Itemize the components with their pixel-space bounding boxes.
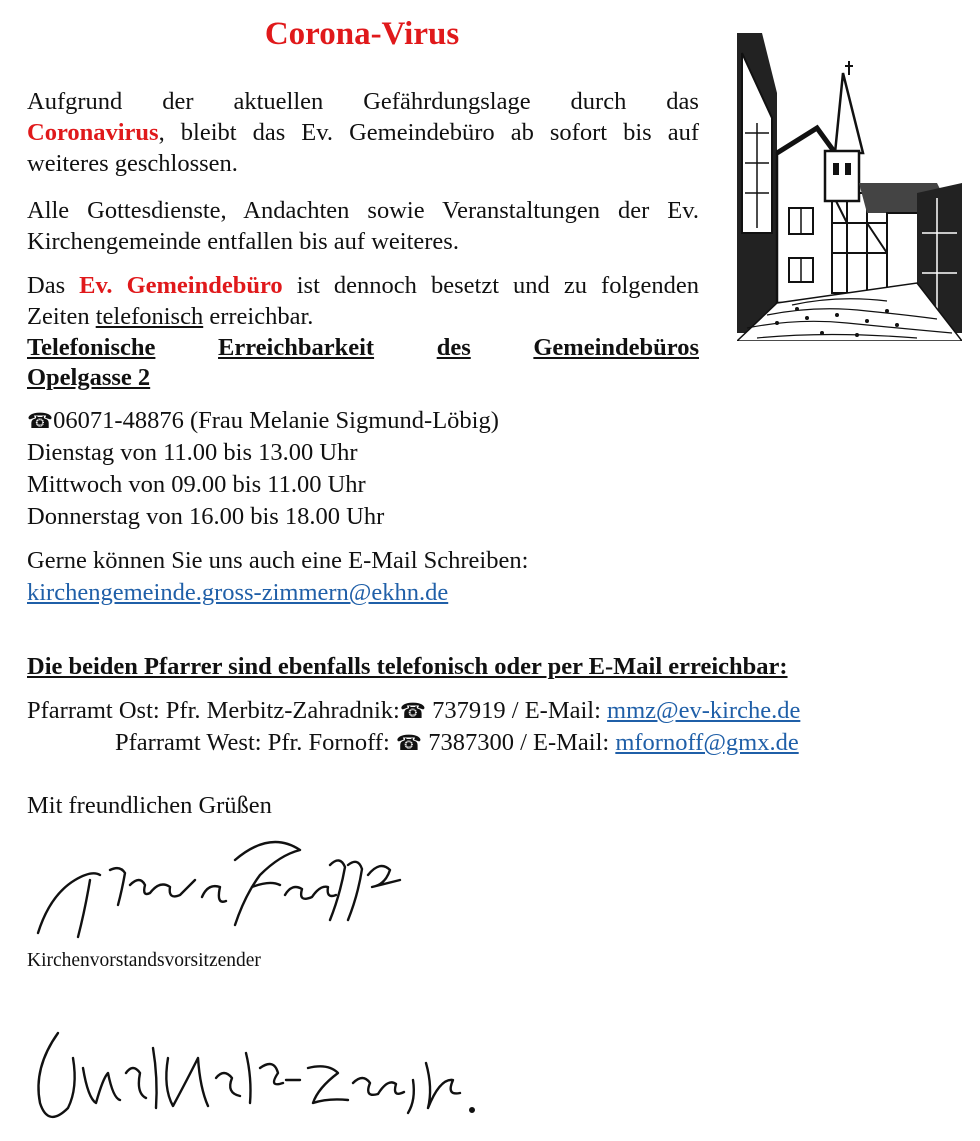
heading-office-phone: Telefonische Erreichbarkeit des Gemeindebüros Opelgasse 2 <box>27 334 699 391</box>
office-hours-thursday: Donnerstag von 16.00 bis 18.00 Uhr <box>27 503 385 530</box>
email-note: Gerne können Sie uns auch eine E-Mail Schreiben: <box>27 547 529 574</box>
pfarramt-west-email-link[interactable]: mfornoff@gmx.de <box>615 729 799 756</box>
page-title: Corona-Virus <box>264 16 460 52</box>
phone-icon: ☎ <box>27 409 54 433</box>
telefonisch-underlined: telefonisch <box>95 303 204 330</box>
heading-pastors: Die beiden Pfarrer sind ebenfalls telefonisch oder per E-Mail erreichbar: <box>27 653 788 680</box>
pfarramt-ost-email-link[interactable]: mmz@ev-kirche.de <box>607 697 801 724</box>
church-illustration <box>737 33 962 341</box>
office-phone-line: ☎06071-48876 (Frau Melanie Sigmund-Löbig) <box>27 405 499 437</box>
signer-title: Kirchenvorstandsvorsitzender <box>27 950 261 971</box>
office-hours-tuesday: Dienstag von 11.00 bis 13.00 Uhr <box>27 439 358 466</box>
pfarramt-ost-line: Pfarramt Ost: Pfr. Merbitz-Zahradnik:☎ 737919 / E-Mail: mmz@ev-kirche.de <box>27 695 800 727</box>
signature-fornoff <box>30 825 410 945</box>
office-hours-wednesday: Mittwoch von 09.00 bis 11.00 Uhr <box>27 471 366 498</box>
signature-merbitz-zahradnik <box>28 1018 478 1133</box>
closing-greeting: Mit freundlichen Grüßen <box>27 792 272 819</box>
office-email-link[interactable]: kirchengemeinde.gross-zimmern@ekhn.de <box>27 579 449 606</box>
paragraph-office-reachable: Das Ev. Gemeindebüro ist dennoch besetzt und zu folgenden Zeiten telefonisch erreichbar. <box>27 272 700 330</box>
office-highlight: Ev. Gemeindebüro <box>79 272 283 299</box>
paragraph-services-cancelled: Alle Gottesdienste, Andachten sowie Veranstaltungen der Ev. Kirchengemeinde entfallen bis auf weiteres. <box>27 197 699 255</box>
paragraph-closure <box>27 86 699 179</box>
paragraph-closure-rest: Coronavirus, bleibt das Ev. Gemeindebüro ab sofort bis auf weiteres geschlossen. <box>27 119 699 177</box>
phone-icon: ☎ <box>399 699 427 723</box>
paragraph-closure-first-line: Aufgrund der aktuellen Gefährdungslage durch das <box>27 88 699 115</box>
pfarramt-west-line: Pfarramt West: Pfr. Fornoff: ☎ 7387300 / E-Mail: mfornoff@gmx.de <box>115 727 799 759</box>
phone-icon: ☎ <box>395 731 423 755</box>
coronavirus-highlight: Coronavirus <box>27 119 159 146</box>
office-address: Opelgasse 2 <box>27 364 151 391</box>
